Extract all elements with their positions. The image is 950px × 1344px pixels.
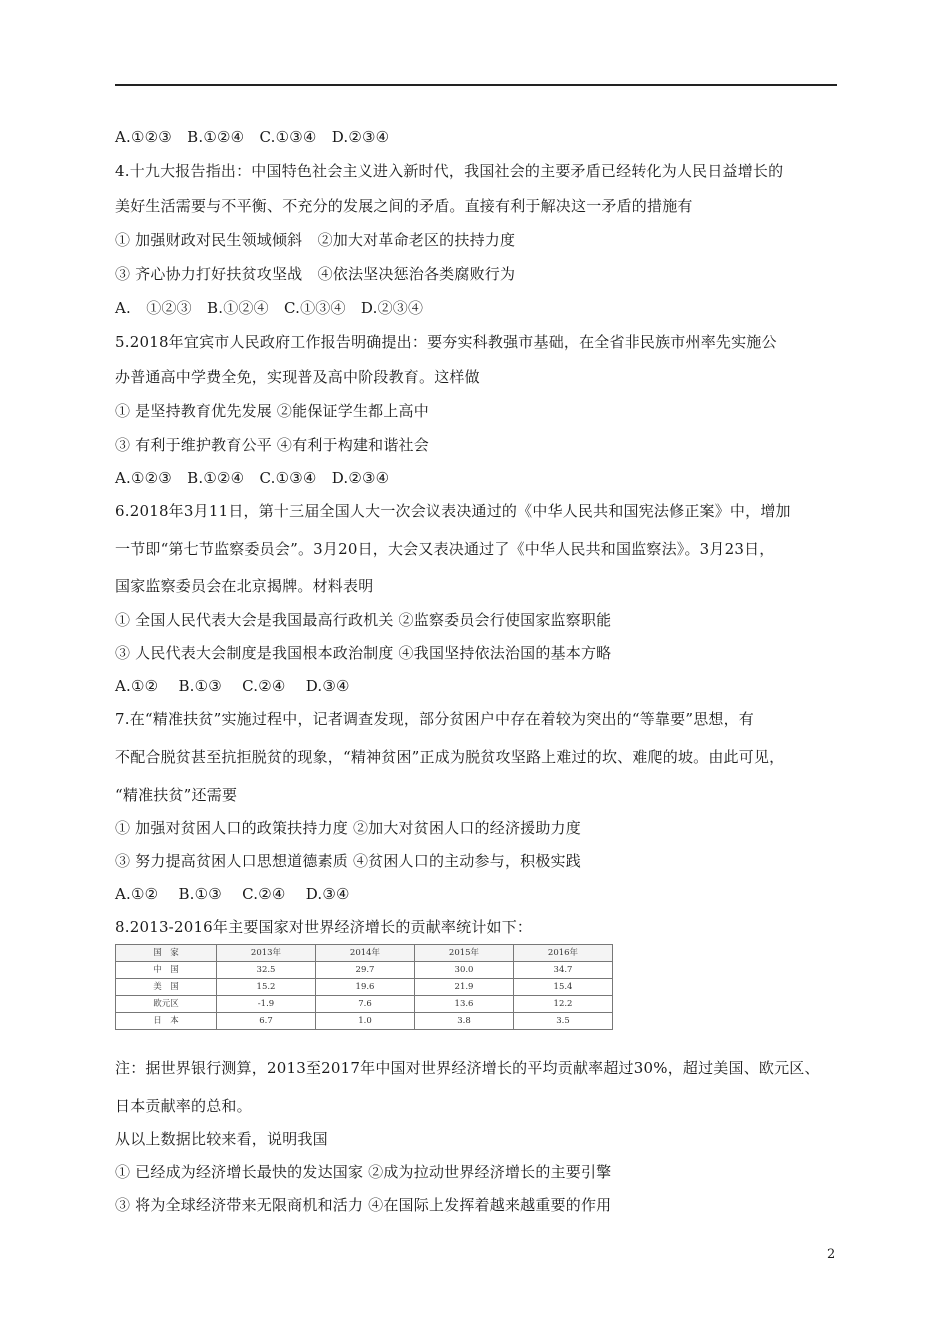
q8-note-line1: 注：据世界银行测算，2013至2017年中国对世界经济增长的平均贡献率超过30%，超过美国、欧元区、 <box>115 1059 820 1077</box>
q8-note-line2: 日本贡献率的总和。 <box>115 1097 252 1115</box>
table-header-cell: 2015年 <box>415 945 514 962</box>
table-header-cell: 2014年 <box>316 945 415 962</box>
q7-stem-line3: “精准扶贫”还需要 <box>115 786 238 804</box>
q8-choice-34: ③ 将为全球经济带来无限商机和活力 ④在国际上发挥着越来越重要的作用 <box>115 1196 612 1214</box>
table-cell: 欧元区 <box>116 996 217 1013</box>
table-row <box>116 1013 613 1030</box>
q7-stem-line2: 不配合脱贫甚至抗拒脱贫的现象，“精神贫困”正成为脱贫攻坚路上难过的坎、难爬的坡。由此可见， <box>115 748 785 766</box>
table-cell: 12.2 <box>514 996 613 1013</box>
table-cell: 美 国 <box>116 979 217 996</box>
q4-stem-line2: 美好生活需要与不平衡、不充分的发展之间的矛盾。直接有利于解决这一矛盾的措施有 <box>115 197 693 215</box>
q5-choice-12: ① 是坚持教育优先发展 ②能保证学生都上高中 <box>115 402 429 420</box>
q6-choice-12: ① 全国人民代表大会是我国最高行政机关 ②监察委员会行使国家监察职能 <box>115 611 612 629</box>
table-row <box>116 962 613 979</box>
q5-stem-line2: 办普通高中学费全免，实现普及高中阶段教育。这样做 <box>115 368 480 386</box>
table-cell: 34.7 <box>514 962 613 979</box>
table-cell: 7.6 <box>316 996 415 1013</box>
table-row <box>116 996 613 1013</box>
table-cell: -1.9 <box>217 996 316 1013</box>
q8-choice-12: ① 已经成为经济增长最快的发达国家 ②成为拉动世界经济增长的主要引擎 <box>115 1163 612 1181</box>
table-cell: 日 本 <box>116 1013 217 1030</box>
q5-options: A.①②③ B.①②④ C.①③④ D.②③④ <box>115 469 390 487</box>
page-number: 2 <box>827 1247 836 1262</box>
q6-stem-line1: 6.2018年3月11日，第十三届全国人大一次会议表决通过的《中华人民共和国宪法修正案》中，增加 <box>115 502 791 520</box>
table-cell: 6.7 <box>217 1013 316 1030</box>
table-row <box>116 979 613 996</box>
header-rule <box>115 84 837 86</box>
q6-choice-34: ③ 人民代表大会制度是我国根本政治制度 ④我国坚持依法治国的基本方略 <box>115 644 612 662</box>
table-cell: 15.4 <box>514 979 613 996</box>
table-header-cell: 2016年 <box>514 945 613 962</box>
table-cell: 21.9 <box>415 979 514 996</box>
table-cell: 29.7 <box>316 962 415 979</box>
q6-options: A.①② B.①③ C.②④ D.③④ <box>115 677 350 695</box>
q6-stem-line2: 一节即“第七节监察委员会”。3月20日，大会又表决通过了《中华人民共和国监察法》。3月23日， <box>115 540 775 558</box>
table-cell: 1.0 <box>316 1013 415 1030</box>
table-cell: 3.5 <box>514 1013 613 1030</box>
q4-choice-12: ① 加强财政对民生领域倾斜 ②加大对革命老区的扶持力度 <box>115 231 516 249</box>
table-cell: 19.6 <box>316 979 415 996</box>
q7-choice-34: ③ 努力提高贫困人口思想道德素质 ④贫困人口的主动参与，积极实践 <box>115 852 581 870</box>
q7-choice-12: ① 加强对贫困人口的政策扶持力度 ②加大对贫困人口的经济援助力度 <box>115 819 581 837</box>
table-cell: 30.0 <box>415 962 514 979</box>
q8-question: 从以上数据比较来看，说明我国 <box>115 1130 328 1148</box>
q7-stem-line1: 7.在“精准扶贫”实施过程中，记者调查发现，部分贫困户中存在着较为突出的“等靠要”思想，有 <box>115 710 754 728</box>
q5-stem-line1: 5.2018年宜宾市人民政府工作报告明确提出：要夯实科教强市基础，在全省非民族市州率先实施公 <box>115 333 777 351</box>
table-header-cell: 国 家 <box>116 945 217 962</box>
table-cell: 15.2 <box>217 979 316 996</box>
q6-stem-line3: 国家监察委员会在北京揭牌。材料表明 <box>115 577 374 595</box>
q3-options: A.①②③ B.①②④ C.①③④ D.②③④ <box>115 128 390 146</box>
table-header-cell: 2013年 <box>217 945 316 962</box>
q4-options: A. ①②③ B.①②④ C.①③④ D.②③④ <box>115 299 424 317</box>
q7-options: A.①② B.①③ C.②④ D.③④ <box>115 885 350 903</box>
q4-choice-34: ③ 齐心协力打好扶贫攻坚战 ④依法坚决惩治各类腐败行为 <box>115 265 516 283</box>
table-cell: 中 国 <box>116 962 217 979</box>
q4-stem-line1: 4.十九大报告指出：中国特色社会主义进入新时代，我国社会的主要矛盾已经转化为人民日益增长的 <box>115 162 784 180</box>
table-header-row <box>116 945 613 962</box>
table-cell: 32.5 <box>217 962 316 979</box>
contribution-table <box>115 944 613 1030</box>
q5-choice-34: ③ 有利于维护教育公平 ④有利于构建和谐社会 <box>115 436 429 454</box>
table-cell: 3.8 <box>415 1013 514 1030</box>
table-cell: 13.6 <box>415 996 514 1013</box>
q8-stem: 8.2013-2016年主要国家对世界经济增长的贡献率统计如下： <box>115 918 533 936</box>
